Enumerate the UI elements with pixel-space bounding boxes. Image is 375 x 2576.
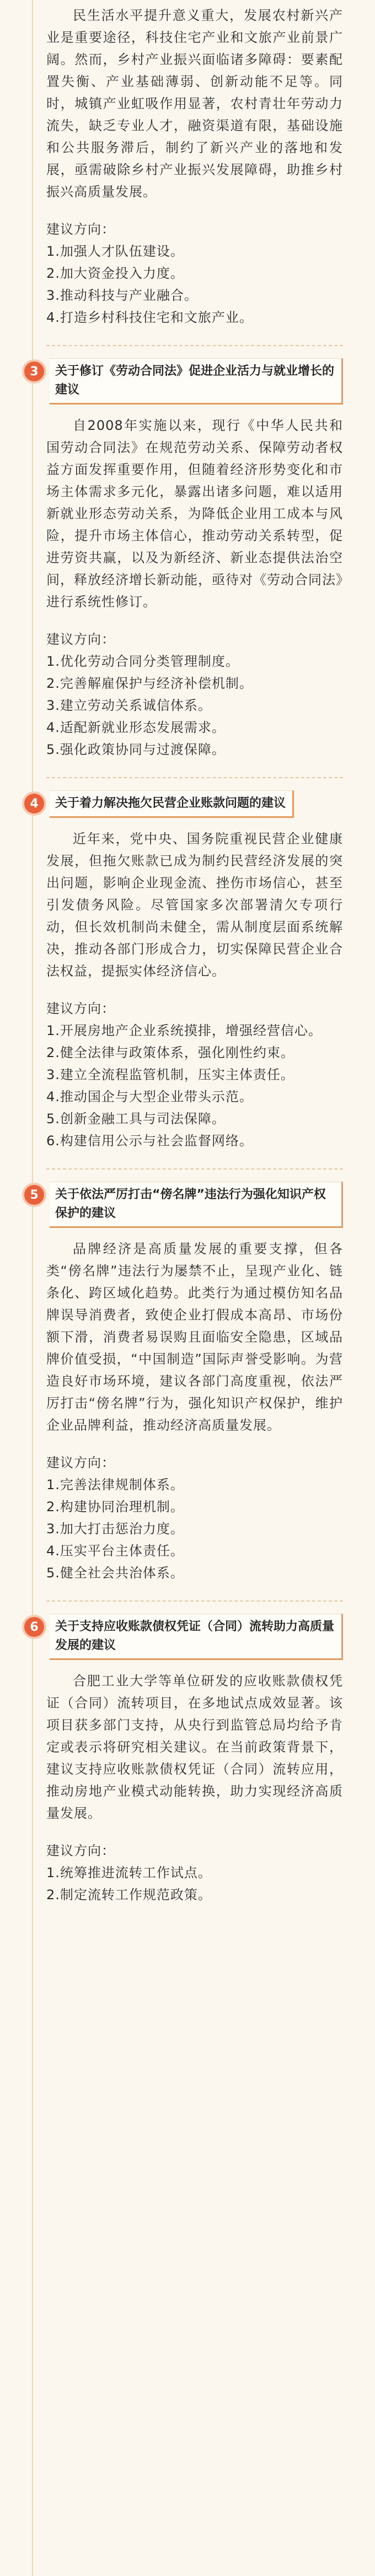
list-item: 4.适配新就业形态发展需求。 (46, 720, 226, 735)
list-item: 4.压实平台主体责任。 (46, 1543, 184, 1559)
section-paragraph: 合肥工业大学等单位研发的应收账款债权凭证（合同）流转项目，在多地试点成效显著。该项目获多部门支持，从央行到监管总局均给予肯定或表示将研究相关建议。在当前政策背景下，建议支持应收账款债权凭证（合同）流转应用，推动房地产业模式动能转换，助力实现经济高质量发展。 (46, 1673, 343, 1821)
section-paragraph: 近年来，党中央、国务院重视民营企业健康发展，但拖欠账款已成为制约民营经济发展的突出问题，影响企业现金流、挫伤市场信心，甚至引发债务风险。尽管国家多次部署清欠专项行动，但长效机制尚未健全，需从制度层面系统解决，推动各部门形成合力，切实保障民营企业合法权益，提振实体经济信心。 (46, 831, 343, 979)
suggestions-list (46, 650, 343, 761)
section-title: 关于着力解决拖欠民营企业账款问题的建议 (50, 790, 294, 818)
list-item: 2.加大资金投入力度。 (46, 266, 184, 281)
list-item: 2.构建协同治理机制。 (46, 1499, 184, 1515)
section-number-badge: 6 (24, 1617, 44, 1637)
list-item: 4.推动国企与大型企业带头示范。 (46, 1089, 253, 1104)
section-number-badge: 3 (24, 362, 44, 381)
section-header-4 (24, 790, 343, 818)
section-title: 关于修订《劳动合同法》促进企业活力与就业增长的建议 (50, 358, 343, 405)
suggestions-list (46, 1862, 343, 1906)
section-divider (46, 777, 343, 778)
section-divider (46, 345, 343, 346)
list-item: 1.完善法律规制体系。 (46, 1477, 184, 1492)
section-paragraph: 自2008年实施以来，现行《中华人民共和国劳动合同法》在规范劳动关系、保障劳动者权益方面发挥重要作用，但随着经济形势变化和市场主体需求多元化，暴露出诸多问题，难以适用新就业形态劳动关系，为降低企业用工成本与风险，提升市场主体信心，推动劳动关系转型，促进劳资共赢，以及为新经济、新业态提供法治空间，释放经济增长新动能，亟待对《劳动合同法》进行系统性修订。 (46, 418, 343, 610)
list-item: 6.构建信用公示与社会监督网络。 (46, 1133, 253, 1149)
intro-paragraph: 民生活水平提升意义重大，发展农村新兴产业是重要途径，科技住宅产业和文旅产业前景广阔。然而，乡村产业振兴面临诸多障碍：要素配置失衡、产业基础薄弱、创新动能不足等。同时，城镇产业虹吸作用显著，农村青壮年劳动力流失，缺乏专业人才，融资渠道有限，基础设施和公共服务滞后，制约了新兴产业的落地和发展，亟需破除乡村产业振兴发展障碍，助推乡村振兴高质量发展。 (46, 8, 343, 200)
list-item: 1.优化劳动合同分类管理制度。 (46, 654, 239, 669)
suggestions-title: 建议方向： (46, 1455, 115, 1470)
list-item: 3.加大打击惩治力度。 (46, 1521, 184, 1537)
suggestions-list (46, 1020, 343, 1152)
list-item: 1.加强人才队伍建设。 (46, 244, 184, 259)
list-item: 5.强化政策协同与过渡保障。 (46, 742, 226, 757)
section-header-6 (24, 1614, 343, 1660)
list-item: 2.制定流转工作规范政策。 (46, 1887, 212, 1903)
list-item: 3.建立劳动关系诚信体系。 (46, 698, 212, 713)
section-number-badge: 5 (24, 1185, 44, 1205)
section-paragraph: 品牌经济是高质量发展的重要支撑，但各类“傍名牌”违法行为屡禁不止，呈现产业化、链条化、跨区域化趋势。此类行为通过模仿知名品牌误导消费者，致使企业打假成本高昂、市场份额下滑，消费者易误购且面临安全隐患，区域品牌价值受损，“中国制造”国际声誉受影响。为营造良好市场环境，建议各部门高度重视，依法严厉打击“傍名牌”行为，强化知识产权保护，维护企业品牌利益，推动经济高质量发展。 (46, 1241, 343, 1433)
section-divider (46, 1600, 343, 1602)
suggestions-title: 建议方向： (46, 1843, 115, 1858)
list-item: 2.健全法律与政策体系，强化刚性约束。 (46, 1045, 294, 1060)
intro-suggestions-list (46, 240, 343, 328)
section-header-3 (24, 358, 343, 405)
article-body (32, 0, 343, 2576)
section-header-5 (24, 1182, 343, 1228)
section-number-badge: 4 (24, 794, 44, 813)
suggestions-title: 建议方向： (46, 1001, 115, 1016)
suggestions-list (46, 1474, 343, 1584)
section-title: 关于支持应收账款债权凭证（合同）流转助力高质量发展的建议 (50, 1614, 343, 1660)
list-item: 1.开展房地产企业系统摸排，增强经营信心。 (46, 1023, 322, 1038)
section-title: 关于依法严厉打击“傍名牌”违法行为强化知识产权保护的建议 (50, 1182, 343, 1228)
list-item: 3.推动科技与产业融合。 (46, 288, 198, 303)
section-divider (46, 1168, 343, 1170)
list-item: 5.创新金融工具与司法保障。 (46, 1111, 226, 1127)
list-item: 5.健全社会共治体系。 (46, 1565, 184, 1581)
list-item: 4.打造乡村科技住宅和文旅产业。 (46, 310, 253, 325)
list-item: 3.建立全流程监管机制，压实主体责任。 (46, 1067, 294, 1082)
list-item: 2.完善解雇保护与经济补偿机制。 (46, 676, 253, 691)
suggestions-title: 建议方向： (46, 632, 115, 647)
list-item: 1.统筹推进流转工作试点。 (46, 1865, 212, 1880)
intro-suggestions-title: 建议方向： (46, 222, 115, 237)
